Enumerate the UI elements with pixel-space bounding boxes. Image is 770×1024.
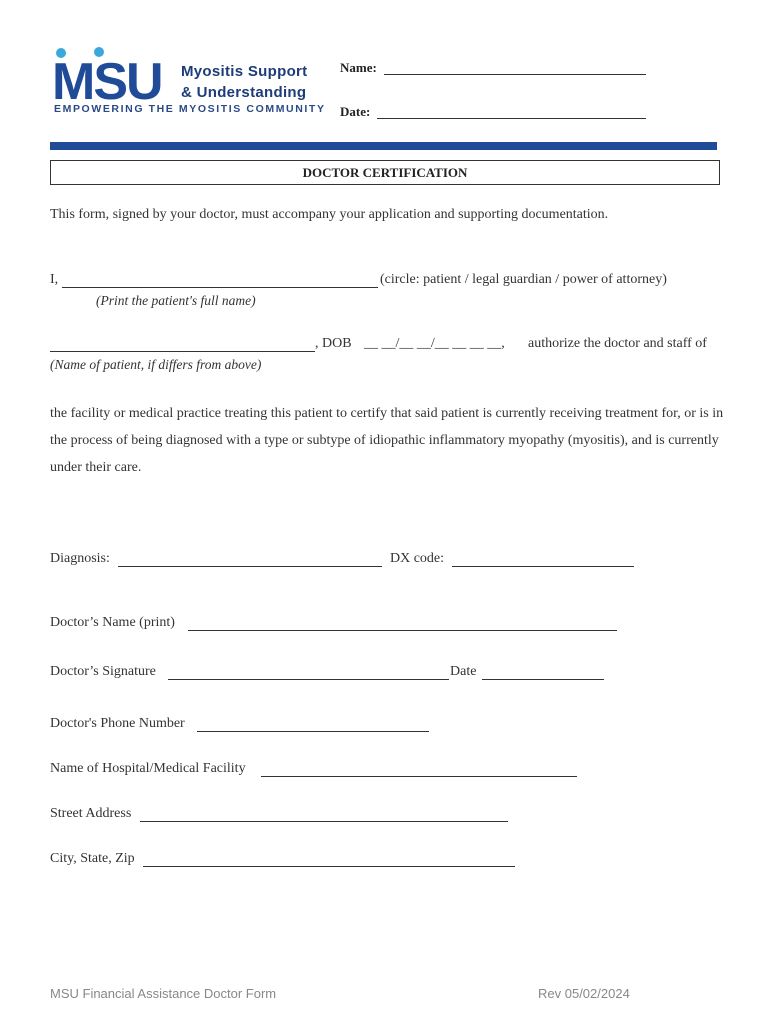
authorize-text: authorize the doctor and staff of [528,336,707,351]
relationship-options[interactable]: (circle: patient / legal guardian / power of attorney) [380,272,667,287]
i-prefix: I, [50,272,59,287]
phone-label: Doctor's Phone Number [50,716,185,731]
dob-field[interactable]: __ __/__ __/__ __ __ __, [364,336,505,351]
facility-label: Name of Hospital/Medical Facility [50,761,246,776]
header-date-label: Date: [340,104,371,119]
dx-code-label: DX code: [390,551,445,566]
header-name-label: Name: [340,60,377,75]
header-date-field[interactable] [377,118,646,119]
print-name-hint: (Print the patient's full name) [96,293,256,308]
footer-form-name: MSU Financial Assistance Doctor Form [50,986,277,1001]
diagnosis-field[interactable] [118,566,382,567]
patient-name-hint: (Name of patient, if differs from above) [50,357,262,372]
dx-code-field[interactable] [452,566,634,567]
logo-name-line2: & Understanding [181,84,307,101]
form-intro: This form, signed by your doctor, must accompany your application and supporting documentation. [50,207,609,222]
logo-name-line1: Myositis Support [181,63,308,80]
header-name-field[interactable] [384,74,646,75]
form-title: DOCTOR CERTIFICATION [50,160,720,185]
diagnosis-label: Diagnosis: [50,551,110,566]
street-field[interactable] [140,821,508,822]
city-label: City, State, Zip [50,851,135,866]
signature-date-field[interactable] [482,679,604,680]
msu-logo-icon [52,46,180,102]
dob-label: , DOB [315,336,352,351]
phone-field[interactable] [197,731,429,732]
doctor-signature-label: Doctor’s Signature [50,664,156,679]
facility-field[interactable] [261,776,577,777]
patient-full-name-field[interactable] [62,287,378,288]
patient-name-field[interactable] [50,351,315,352]
doctor-name-field[interactable] [188,630,617,631]
doctor-signature-field[interactable] [168,679,449,680]
city-field[interactable] [143,866,515,867]
svg-text:MSU: MSU [52,53,162,102]
signature-date-label: Date [450,664,477,679]
doctor-name-label: Doctor’s Name (print) [50,615,175,630]
logo-tagline: EMPOWERING THE MYOSITIS COMMUNITY [54,103,326,115]
footer-revision: Rev 05/02/2024 [538,986,630,1001]
street-label: Street Address [50,806,132,821]
header-divider [50,142,717,150]
certification-paragraph: the facility or medical practice treating this patient to certify that said patient is currently receiving treatment for, or is in the process of being diagnosed with a type or subtype of idiopathic inflammatory myopathy (myositis), and is currently under their care. [50,406,724,475]
